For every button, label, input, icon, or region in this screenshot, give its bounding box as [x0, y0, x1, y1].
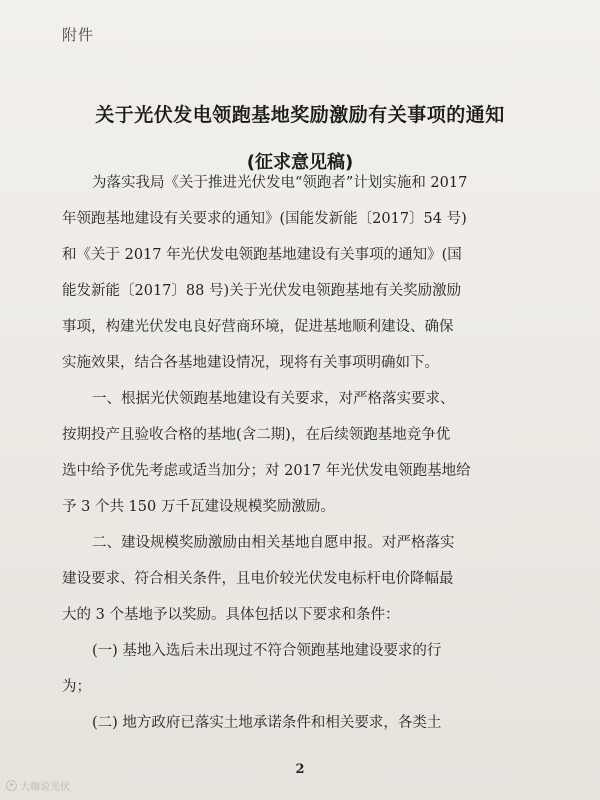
watermark [6, 778, 70, 793]
document-title: 关于光伏发电领跑基地奖励激励有关事项的通知 [95, 104, 505, 126]
body-line: 为； [62, 679, 91, 695]
page-number: 2 [295, 762, 305, 777]
body-line: 选中给予优先考虑或适当加分；对 2017 年光伏发电领跑基地给 [62, 463, 471, 479]
body-line: 予 3 个共 150 万千瓦建设规模奖励激励。 [62, 499, 335, 515]
body-line: 和《关于 2017 年光伏发电领跑基地建设有关事项的通知》(国 [62, 247, 462, 263]
document-subtitle: (征求意见稿) [246, 152, 354, 173]
watermark-text: 大咖说光伏 [20, 782, 70, 793]
body-line: 一、根据光伏领跑基地建设有关要求，对严格落实要求、 [92, 391, 455, 407]
body-line: 能发新能〔2017〕88 号)关于光伏发电领跑基地有关奖励激励 [62, 283, 462, 299]
body-line: 建设要求、符合相关条件，且电价较光伏发电标杆电价降幅最 [62, 571, 454, 587]
body-line: (一) 基地入选后未出现过不符合领跑基地建设要求的行 [92, 643, 442, 659]
body-line: (二) 地方政府已落实土地承诺条件和相关要求，各类土 [92, 715, 442, 731]
body-line: 年领跑基地建设有关要求的通知》(国能发新能〔2017〕54 号) [62, 211, 467, 227]
body-line: 为落实我局《关于推进光伏发电“领跑者”计划实施和 2017 [92, 175, 468, 191]
body-line: 大的 3 个基地予以奖励。具体包括以下要求和条件： [62, 607, 400, 623]
camera-watermark-icon [6, 780, 17, 791]
attachment-label: 附件 [62, 26, 95, 44]
body-line: 事项，构建光伏发电良好营商环境，促进基地顺利建设、确保 [62, 319, 454, 335]
body-line: 实施效果，结合各基地建设情况，现将有关事项明确如下。 [62, 355, 439, 371]
body-line: 二、建设规模奖励激励由相关基地自愿申报。对严格落实 [92, 535, 455, 551]
body-line: 按期投产且验收合格的基地(含二期)，在后续领跑基地竞争优 [62, 427, 451, 443]
